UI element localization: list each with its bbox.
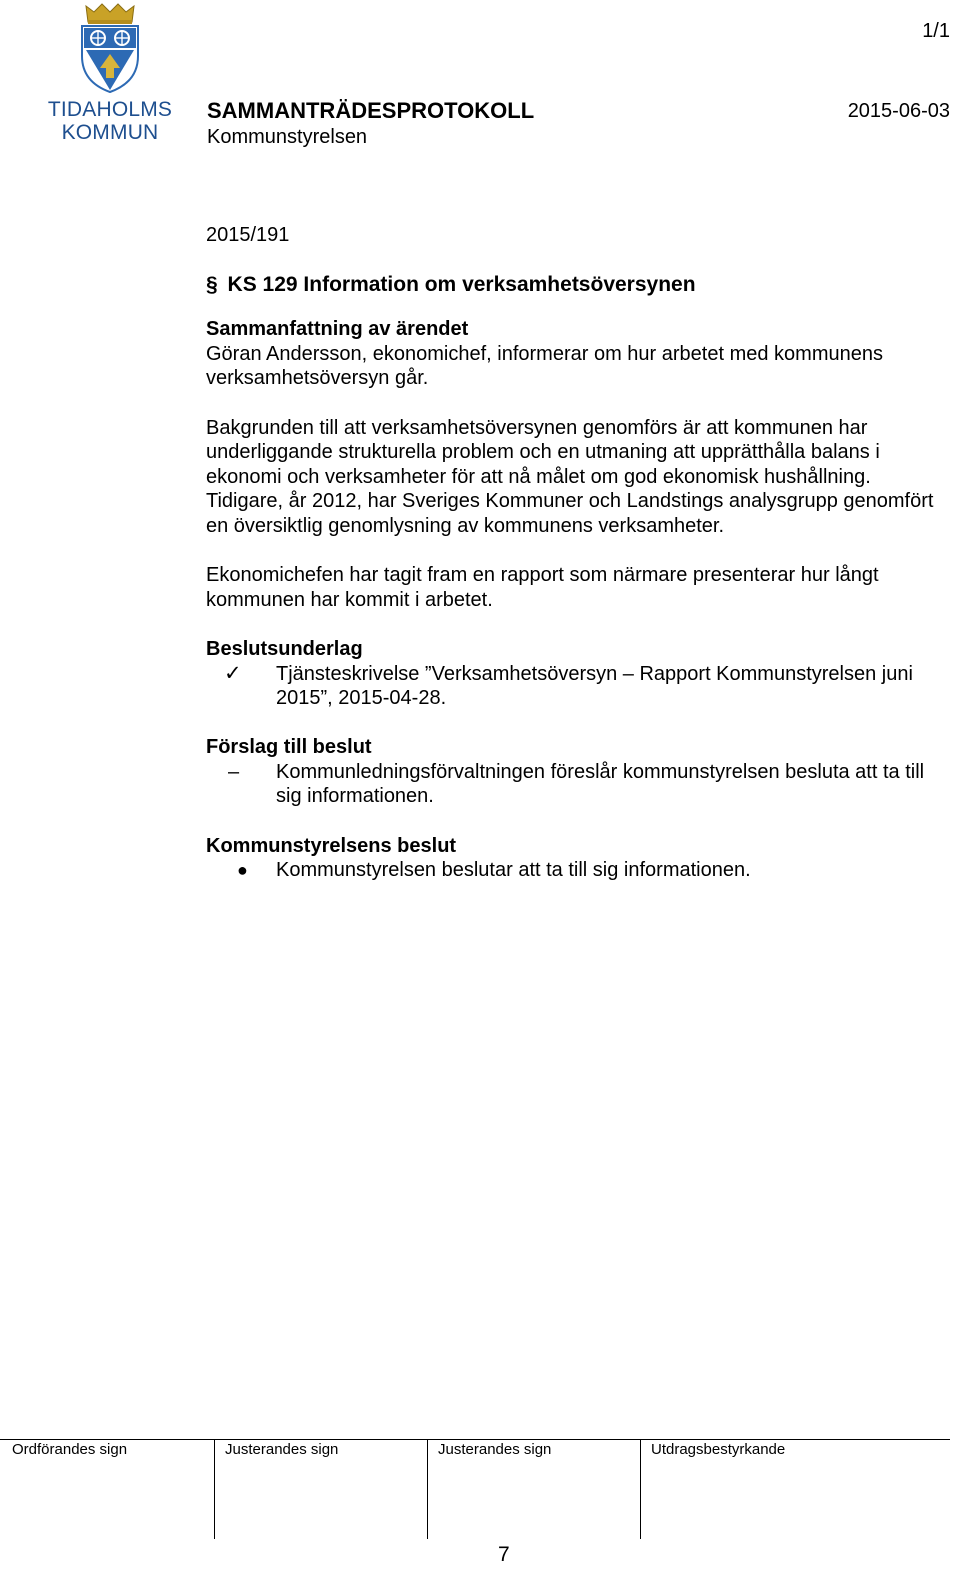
dash-icon: –	[228, 760, 240, 783]
proposal-list-item	[206, 760, 946, 809]
footer-divider	[214, 1439, 215, 1539]
proposal-item-text: Kommunledningsförvaltningen föreslår kommunstyrelsen besluta att ta till sig informationen.	[276, 760, 925, 808]
background-text: Bakgrunden till att verksamhetsöversynen genomförs är att kommunen har underliggande strukturella problem och en utmaning att upprätthålla balans i ekonomi och verksamheter för att nå målet om god ekonomisk hushållning. Tidigare, år 2012, har Sveriges Kommuner och Landstings analysgrupp genomfört en översiktlig genomlysning av kommunens verksamheter.	[206, 416, 934, 537]
footer-rule	[0, 1439, 950, 1440]
summary-heading: Sammanfattning av ärendet	[206, 318, 469, 341]
case-number: 2015/191	[206, 224, 290, 246]
proposal-heading: Förslag till beslut	[206, 736, 372, 759]
document-title: SAMMANTRÄDESPROTOKOLL	[207, 98, 535, 123]
footer-divider	[427, 1439, 428, 1539]
footer-page-number: 7	[498, 1543, 510, 1566]
basis-item-text: Tjänsteskrivelse ”Verksamhetsöversyn – Rapport Kommunstyrelsen juni 2015”, 2015-04-28.	[276, 662, 913, 710]
protocol-body	[206, 223, 946, 907]
decision-item-text: Kommunstyrelsen beslutar att ta till sig informationen.	[276, 859, 751, 882]
section-heading	[206, 273, 946, 298]
summary-text: Göran Andersson, ekonomichef, informerar om hur arbetet med kommunens verksamhetsöversyn går.	[206, 342, 883, 390]
meeting-date: 2015-06-03	[847, 100, 950, 122]
certification-label: Utdragsbestyrkande	[651, 1441, 786, 1458]
basis-heading: Beslutsunderlag	[206, 637, 363, 660]
footer-divider	[640, 1439, 641, 1539]
organ-name: Kommunstyrelsen	[207, 126, 368, 148]
page-indicator: 1/1	[922, 20, 950, 42]
logo-line-2: KOMMUN	[61, 121, 159, 144]
logo-line-1: TIDAHOLMS	[47, 98, 173, 121]
paragraph-icon: §	[206, 272, 218, 296]
basis-list-item	[206, 662, 946, 711]
coat-of-arms-icon	[76, 2, 144, 94]
signature-footer	[0, 1439, 960, 1581]
bullet-icon: ●	[237, 860, 248, 881]
municipality-logo	[40, 2, 180, 150]
report-text: Ekonomichefen har tagit fram en rapport som närmare presenterar hur långt kommunen har kommit i arbetet.	[206, 564, 879, 611]
section-title-text: KS 129 Information om verksamhetsöversynen	[227, 272, 696, 296]
decision-heading: Kommunstyrelsens beslut	[206, 834, 457, 857]
chair-sign-label: Ordförandes sign	[12, 1441, 128, 1458]
adjuster-sign-label-2: Justerandes sign	[438, 1441, 552, 1458]
decision-list-item	[206, 858, 946, 883]
adjuster-sign-label-1: Justerandes sign	[225, 1441, 339, 1458]
checkmark-icon: ✓	[224, 661, 242, 685]
